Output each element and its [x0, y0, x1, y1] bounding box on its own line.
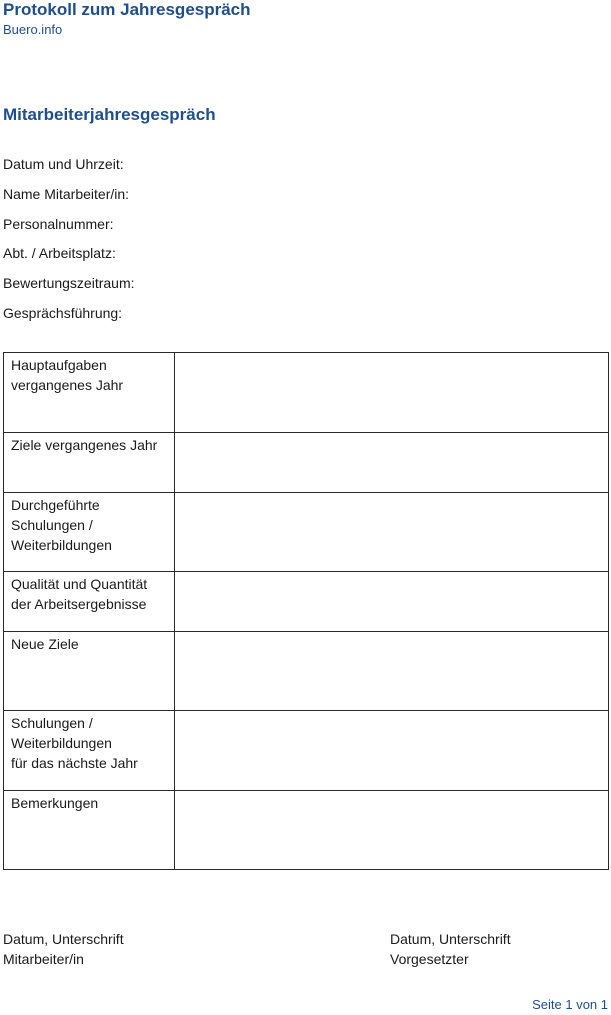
evaluation-table	[3, 352, 609, 870]
row-value-cell[interactable]	[175, 493, 609, 572]
header-title: Protokoll zum Jahresgespräch	[3, 0, 251, 19]
table-row	[4, 632, 609, 711]
table-row	[4, 711, 609, 791]
row-label: Hauptaufgaben vergangenes Jahr	[4, 353, 175, 433]
row-value-cell[interactable]	[175, 572, 609, 632]
table-row	[4, 493, 609, 572]
row-label: Schulungen / Weiterbildungen für das nächste Jahr	[4, 711, 175, 791]
field-bewertungszeitraum: Bewertungszeitraum:	[3, 275, 135, 291]
row-label: Qualität und Quantität der Arbeitsergebnisse	[4, 572, 175, 632]
field-datum-uhrzeit: Datum und Uhrzeit:	[3, 156, 124, 172]
field-gespraechsfuehrung: Gesprächsführung:	[3, 305, 123, 321]
page-number: Seite 1 von 1	[532, 997, 608, 1012]
row-label: Neue Ziele	[4, 632, 175, 711]
row-value-cell[interactable]	[175, 632, 609, 711]
field-personalnummer: Personalnummer:	[3, 216, 114, 232]
signature-supervisor: Datum, Unterschrift Vorgesetzter	[390, 931, 511, 967]
field-abteilung: Abt. / Arbeitsplatz:	[3, 245, 116, 261]
row-label: Durchgeführte Schulungen / Weiterbildungen	[4, 493, 175, 572]
row-label: Ziele vergangenes Jahr	[4, 433, 175, 493]
row-value-cell[interactable]	[175, 433, 609, 493]
table-row	[4, 433, 609, 493]
header-subtitle: Buero.info	[3, 22, 63, 37]
row-label: Bemerkungen	[4, 791, 175, 870]
field-name-mitarbeiter: Name Mitarbeiter/in:	[3, 186, 130, 202]
signature-employee: Datum, Unterschrift Mitarbeiter/in	[3, 931, 124, 967]
table-row	[4, 572, 609, 632]
row-value-cell[interactable]	[175, 791, 609, 870]
row-value-cell[interactable]	[175, 353, 609, 433]
table-row	[4, 791, 609, 870]
table-row	[4, 353, 609, 433]
document-title: Mitarbeiterjahresgespräch	[3, 105, 216, 124]
row-value-cell[interactable]	[175, 711, 609, 791]
